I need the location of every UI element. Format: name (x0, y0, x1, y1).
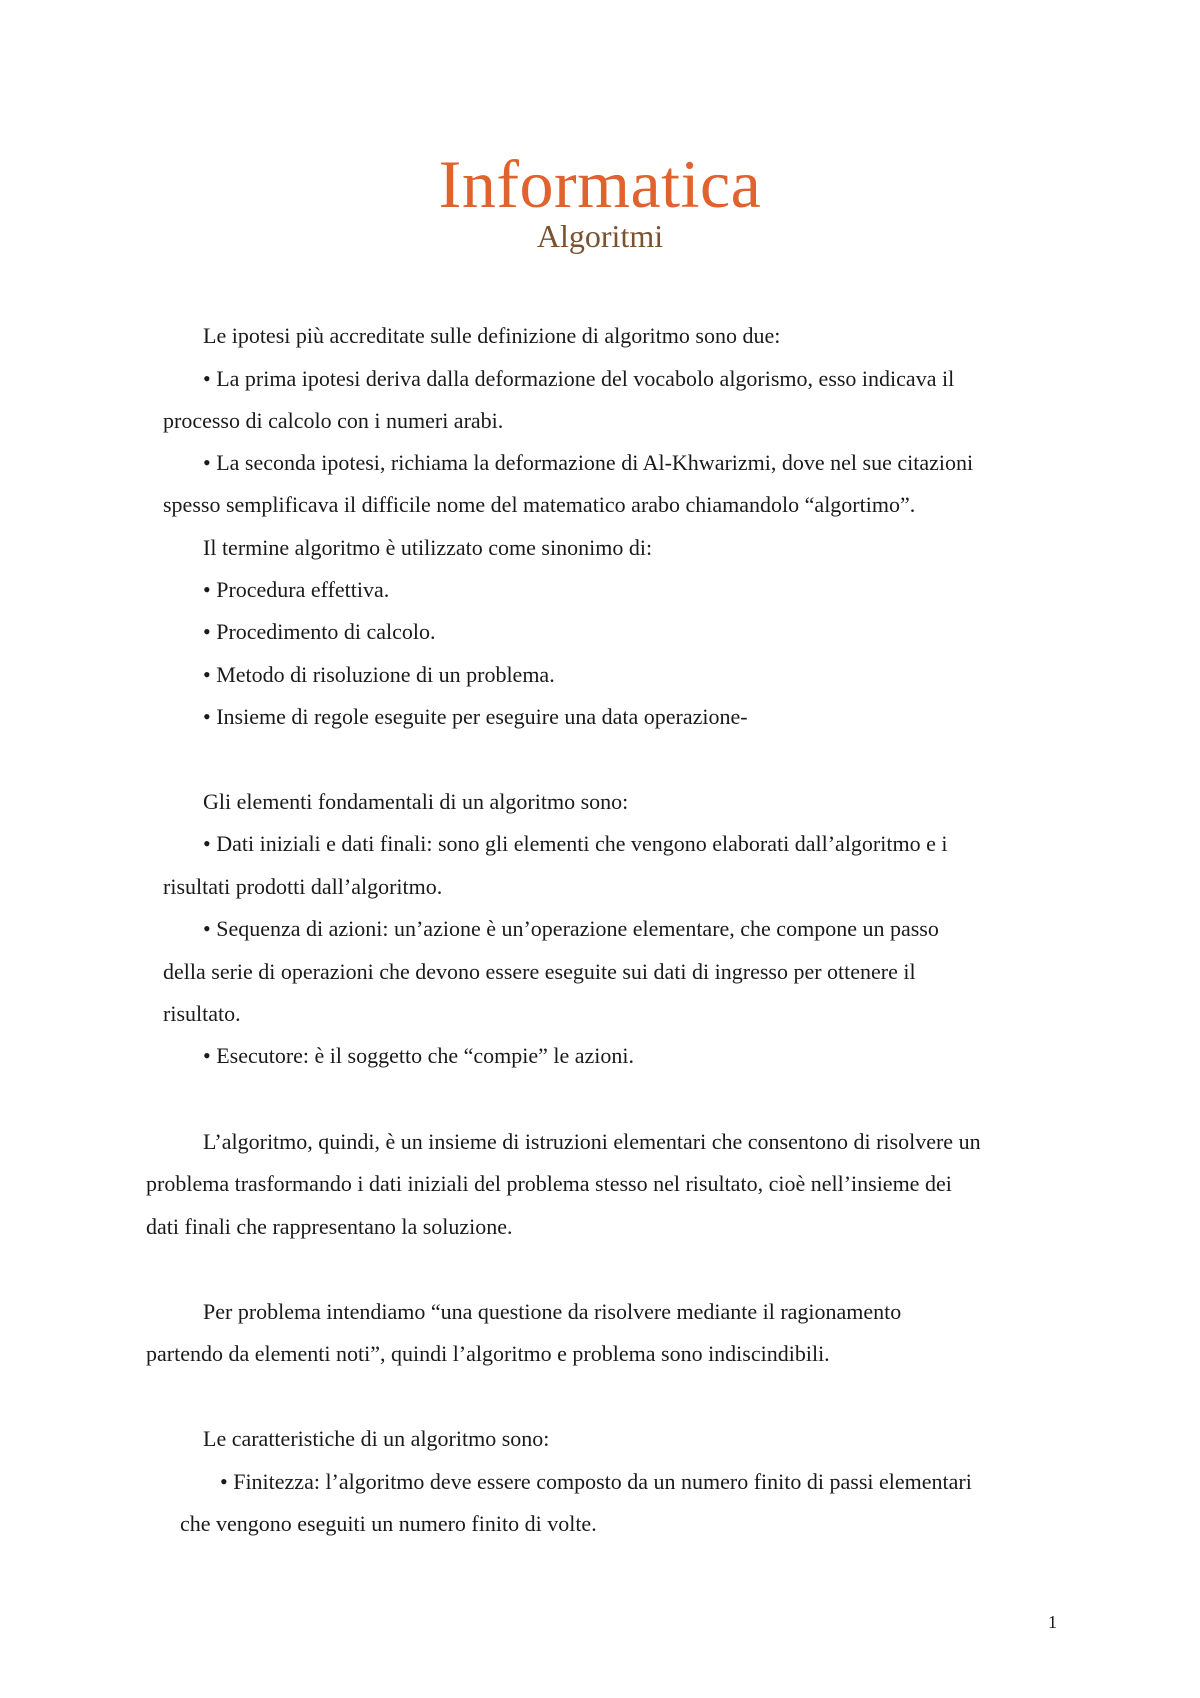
text-line: risultati prodotti dall’algoritmo. (163, 874, 443, 899)
text-line: • Procedura effettiva. (203, 577, 390, 602)
text-line: • Sequenza di azioni: un’azione è un’operazione elementare, che compone un passo (203, 916, 939, 941)
document-subtitle: Algoritmi (536, 218, 664, 254)
text-line: che vengono eseguiti un numero finito di volte. (180, 1511, 597, 1536)
text-line: • La seconda ipotesi, richiama la deformazione di Al-Khwarizmi, dove nel sue citazioni (203, 450, 974, 475)
text-line: Le caratteristiche di un algoritmo sono: (203, 1426, 550, 1451)
text-line: • La prima ipotesi deriva dalla deformazione del vocabolo algorismo, esso indicava il (203, 366, 955, 391)
text-line: spesso semplificava il difficile nome del matematico arabo chiamandolo “algortimo”. (163, 492, 916, 517)
document-title: Informatica (438, 146, 762, 222)
text-line: Le ipotesi più accreditate sulle definizione di algoritmo sono due: (203, 323, 781, 348)
text-line: • Insieme di regole eseguite per eseguire una data operazione- (203, 704, 748, 729)
text-line: • Metodo di risoluzione di un problema. (203, 662, 555, 687)
text-line: Gli elementi fondamentali di un algoritmo sono: (203, 789, 629, 814)
page-number: 1 (1048, 1612, 1057, 1632)
text-line: • Finitezza: l’algoritmo deve essere composto da un numero finito di passi elementari (220, 1469, 972, 1494)
text-line: risultato. (163, 1001, 241, 1026)
text-line: L’algoritmo, quindi, è un insieme di istruzioni elementari che consentono di risolvere un (203, 1129, 981, 1154)
text-line: Il termine algoritmo è utilizzato come sinonimo di: (203, 535, 653, 560)
text-line: • Dati iniziali e dati finali: sono gli elementi che vengono elaborati dall’algoritmo e i (203, 831, 948, 856)
text-line: della serie di operazioni che devono essere eseguite sui dati di ingresso per ottenere il (163, 959, 916, 984)
text-line: • Esecutore: è il soggetto che “compie” le azioni. (203, 1043, 635, 1068)
text-line: • Procedimento di calcolo. (203, 619, 436, 644)
text-line: Per problema intendiamo “una questione da risolvere mediante il ragionamento (203, 1299, 902, 1324)
text-line: processo di calcolo con i numeri arabi. (163, 408, 504, 433)
text-line: problema trasformando i dati iniziali del problema stesso nel risultato, cioè nell’insieme dei (146, 1171, 952, 1196)
text-line: dati finali che rappresentano la soluzione. (146, 1214, 513, 1239)
text-line: partendo da elementi noti”, quindi l’algoritmo e problema sono indiscindibili. (146, 1341, 830, 1366)
